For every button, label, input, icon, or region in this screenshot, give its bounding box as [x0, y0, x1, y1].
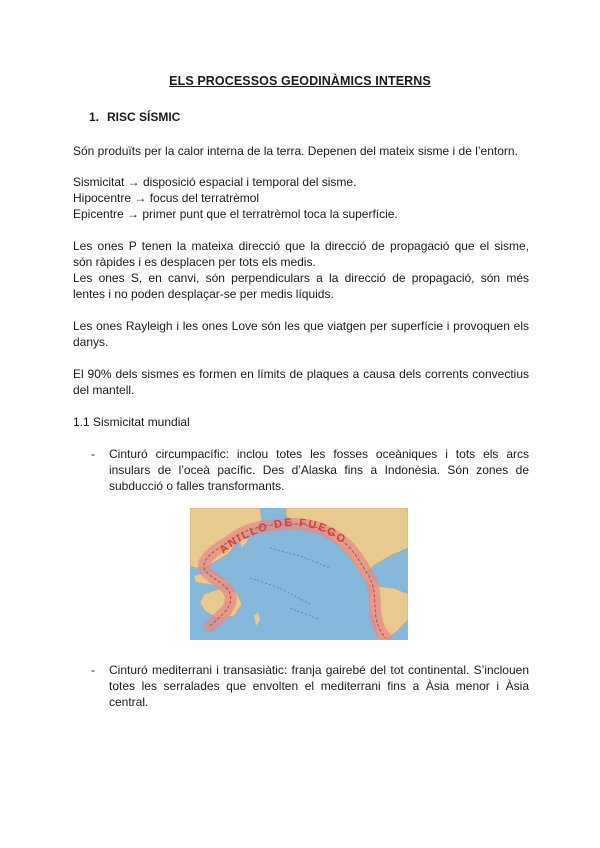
- p-waves-line-2: són ràpides i es desplacen per tots els medis.: [73, 255, 316, 269]
- s-waves-line-2: lentes i no poden desplaçar-se per medis líquids.: [73, 287, 334, 301]
- bullet-marker-2: -: [91, 663, 95, 677]
- intro-paragraph: Són produïts per la calor interna de la terra. Depenen del mateix sisme i de l’entorn.: [73, 144, 518, 158]
- surface-waves-paragraph: [73, 318, 529, 350]
- definition-hipocentre: Hipocentre → focus del terratrèmol: [73, 191, 260, 205]
- section-title: RISC SÍSMIC: [107, 110, 181, 124]
- bullet2-line-1: Cinturó mediterrani i transasiàtic: franja gairebé del tot continental. S’inclouen: [109, 663, 529, 677]
- definition-epicentre: Epicentre → primer punt que el terratrèmol toca la superfície.: [73, 207, 398, 221]
- map-caption: ANILLO DE FUEGO: [217, 516, 349, 557]
- definition-sismicitat: Sismicitat → disposició espacial i temporal del sisme.: [73, 175, 357, 189]
- bullet-marker: -: [91, 447, 95, 461]
- bullet1-line-1: Cinturó circumpacífic: inclou totes les fosses oceàniques i tots els arcs: [109, 447, 529, 461]
- s-waves-line-1: Les ones S, en canvi, són perpendiculars a la direcció de propagació, són més: [73, 271, 529, 285]
- bullet-mediterranean: [109, 662, 529, 710]
- ring-of-fire-map: [190, 508, 408, 640]
- document-title: ELS PROCESSOS GEODINÀMICS INTERNS: [169, 74, 431, 88]
- bullet1-line-2: insulars de l’oceà pacífic. Des d’Alaska fins a Indonèsia. Són zones de: [109, 463, 529, 477]
- plates-line-2: del mantell.: [73, 383, 135, 397]
- plates-paragraph: [73, 366, 529, 398]
- definitions-block: [73, 174, 529, 222]
- bullet2-line-3: central.: [109, 695, 149, 709]
- plates-line-1: El 90% dels sismes es formen en límits de plaques a causa dels corrents convectius: [73, 367, 529, 381]
- surface-waves-line-1: Les ones Rayleigh i les ones Love són les que viatgen per superfície i provoquen els: [73, 319, 529, 333]
- surface-waves-line-2: danys.: [73, 335, 109, 349]
- section-number: 1.: [89, 110, 100, 124]
- ring-of-fire-svg: [190, 508, 408, 640]
- subsection-heading: 1.1 Sismicitat mundial: [73, 415, 190, 429]
- bullet-circumpacific: [109, 446, 529, 494]
- bullet1-line-3: subducció o falles transformants.: [109, 479, 285, 493]
- section-heading: [89, 109, 180, 125]
- p-waves-line-1: Les ones P tenen la mateixa direcció que la direcció de propagació que el sisme,: [73, 239, 529, 253]
- waves-paragraph: [73, 238, 529, 302]
- bullet2-line-2: totes les serralades que envolten el mediterrani fins a Àsia menor i Àsia: [109, 679, 529, 693]
